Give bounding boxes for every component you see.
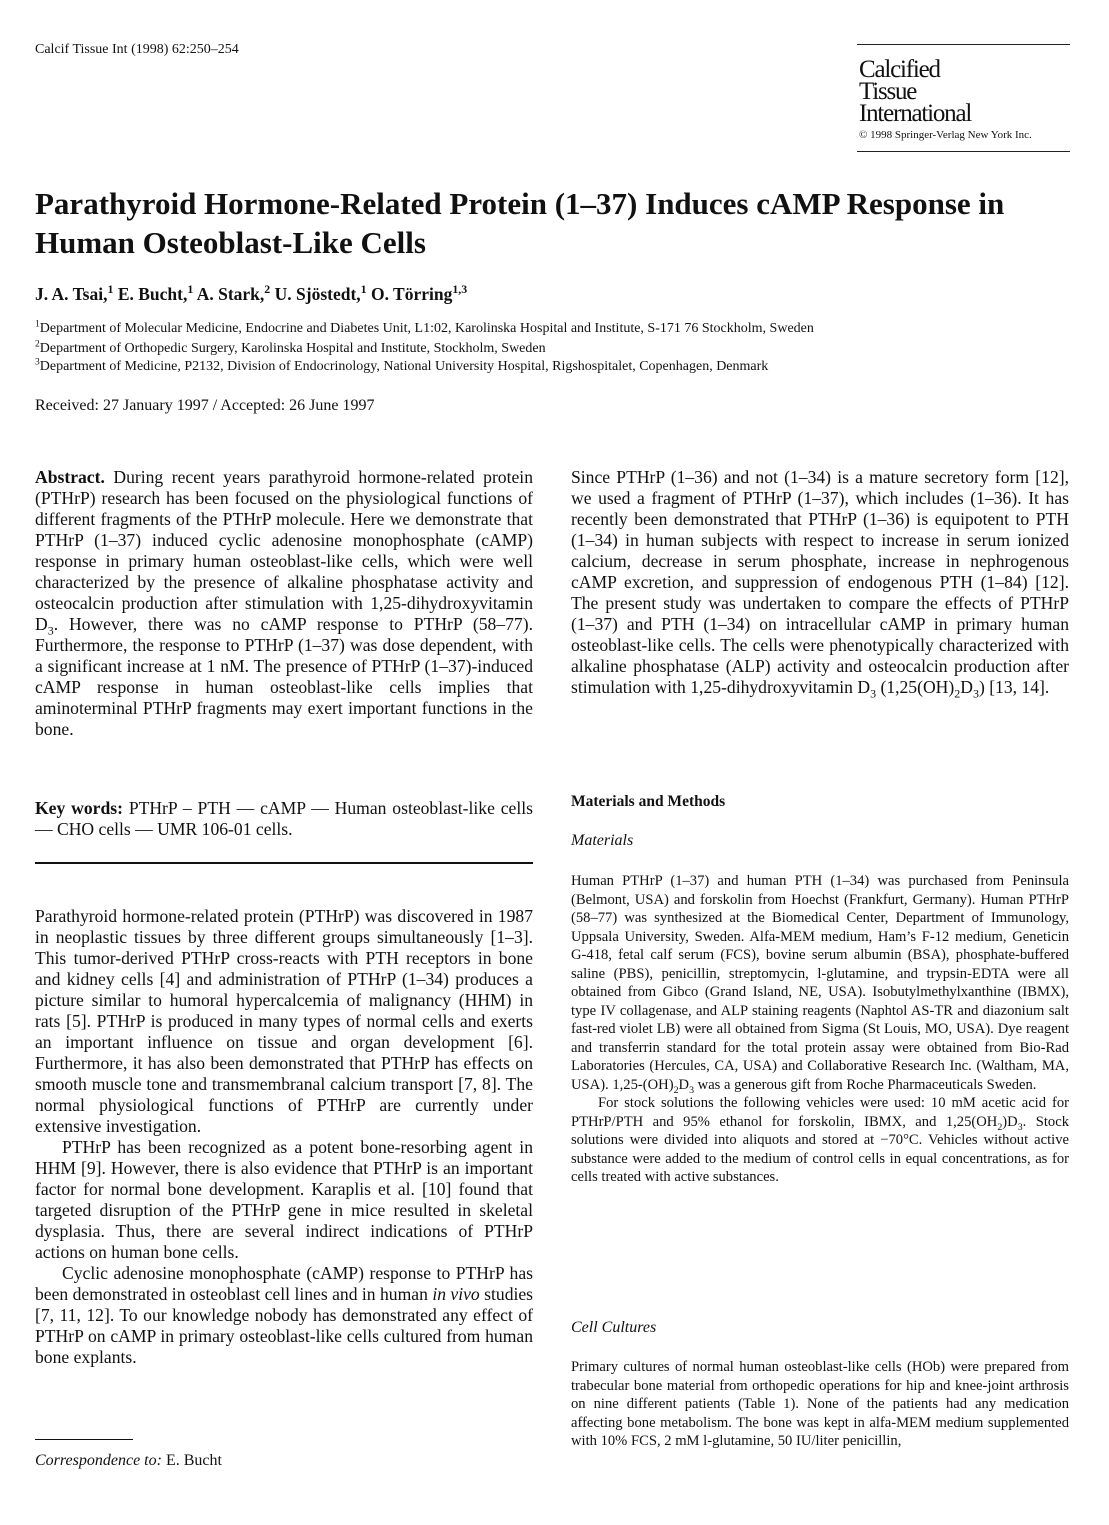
materials-paragraph: Human PTHrP (1–37) and human PTH (1–34) was purchased from Peninsula (Belmont, USA) and forskolin from Hoechst (Frankfurt, Germany). Human PTHrP (58–77) was synthesized at the Biomedical Center, Department of Immunology, Uppsala University, Sweden. Alfa-MEM medium, Ham’s F-12 medium, Geneticin G-418, fetal calf serum (FCS), bovine serum albumin (BSA), phosphate-buffered saline (PBS), penicillin, streptomycin, l-glutamine, and trypsin-EDTA were all obtained from Gibco (Grand Island, NE, USA). Isobutylmethylxanthine (IBMX), type IV collagenase, and ALP staining reagents (Naphtol AS-TR and diazonium salt fast-red violet LB) were all obtained from Sigma (St Louis, MO, USA). Dye reagent and transferrin standard for the total protein assay were obtained from Bio-Rad Laboratories (Hercules, CA, USA) and Collaborative Research Inc. (Waltham, MA, USA). $1,25-(OH)_2D_3$ was a generous gift from Roche Pharmaceuticals Sweden.	[571, 873, 1069, 1096]
abstract: Abstract. During recent years parathyroid hormone-related protein (PTHrP) research has been focused on the physiological functions of different fragments of the PTHrP molecule. Here we demonstrate that PTHrP (1–37) induced cyclic adenosine monophosphate (cAMP) response in primary human osteoblast-like cells, which were well characterized by the presence of alkaline phosphatase activity and osteocalcin production after stimulation with 1,25-dihydroxyvitamin $D_3$. However, there was no cAMP response to PTHrP (58–77). Furthermore, the response to PTHrP (1–37) was dose dependent, with a significant increase at 1 nM. The presence of PTHrP (1–37)-induced cAMP response in human osteoblast-like cells implies that aminoterminal PTHrP fragments may exert important functions in the bone.	[35, 467, 533, 739]
materials-text	[571, 872, 1069, 1187]
author-list: J. A. Tsai,$^1$ E. Bucht,$^1$ A. Stark,$^2$ U. Sjöstedt,$^1$ O. Törring$^{1,3}$	[35, 282, 468, 304]
keywords-label: Key words:	[35, 798, 123, 818]
received-accepted-dates: Received: 27 January 1997 / Accepted: 26 June 1997	[35, 397, 375, 414]
section-divider	[35, 862, 533, 864]
intro-continuation: Since PTHrP (1–36) and not (1–34) is a mature secretory form [12], we used a fragment of PTHrP (1–37), which includes (1–36). It has recently been demonstrated that PTHrP (1–36) is equipotent to PTH (1–34) in human subjects with respect to increase in serum ionized calcium, decrease in serum phosphate, increase in nephrogenous cAMP excretion, and suppression of endogenous PTH (1–84) [12]. The present study was undertaken to compare the effects of PTHrP (1–37) and PTH (1–34) on intracellular cAMP in primary human osteoblast-like cells. The cells were phenotypically characterized with alkaline phosphatase (ALP) activity and osteocalcin production after stimulation with 1,25-dihydroxyvitamin $D_3$ $(1,25(OH)_2D_3)$ [13, 14].	[571, 467, 1069, 701]
correspondence-note: Correspondence to: E. Bucht	[35, 1452, 222, 1469]
copyright-notice: © 1998 Springer-Verlag New York Inc.	[859, 129, 1032, 141]
journal-citation: Calcif Tissue Int (1998) 62:250–254	[35, 42, 239, 57]
subsection-heading-cell-cultures: Cell Cultures	[571, 1319, 657, 1336]
affiliation: $^2$Department of Orthopedic Surgery, Karolinska Hospital and Institute, Stockholm, Sweden	[35, 339, 546, 356]
author: E. Bucht,	[117, 284, 188, 304]
affiliation: $^1$Department of Molecular Medicine, Endocrine and Diabetes Unit, L1:02, Karolinska Hospital and Institute, S-171 76 Stockholm, Sweden	[35, 319, 814, 336]
cell-cultures-paragraph: Primary cultures of normal human osteoblast-like cells (HOb) were prepared from trabecular bone material from orthopedic operations for hip and knee-joint arthrosis on nine different patients (Table 1). None of the patients had any medication affecting bone metabolism. The bone was kept in alfa-MEM medium supplemented with 10% FCS, 2 mM l-glutamine, 50 IU/liter penicillin,	[571, 1359, 1069, 1449]
paper-title: Parathyroid Hormone-Related Protein (1–37) Induces cAMP Response in Human Osteoblast-Like Cells	[35, 186, 1005, 260]
intro-paragraph: PTHrP has been recognized as a potent bone-resorbing agent in HHM [9]. However, there is also evidence that PTHrP is an important factor for normal bone development. Karaplis et al. [10] found that targeted disruption of the PTHrP gene in mice resulted in skeletal dysplasia. Thus, there are several indirect indications of PTHrP actions on human bone cells.	[35, 1137, 533, 1262]
introduction	[35, 906, 533, 1368]
intro-paragraph: Parathyroid hormone-related protein (PTHrP) was discovered in 1987 in neoplastic tissues by three different groups simultaneously [1–3]. This tumor-derived PTHrP cross-reacts with PTH receptors in bone and kidney cells [4] and administration of PTHrP (1–34) produces a picture similar to humoral hypercalcemia of malignancy (HHM) in rats [5]. PTHrP is produced in many types of normal cells and exerts an important influence on tissue and organ development [6]. Furthermore, it has also been demonstrated that PTHrP has effects on smooth muscle tone and transmembranal calcium transport [7, 8]. The normal physiological functions of PTHrP are currently under extensive investigation.	[35, 906, 533, 1136]
author: O. Törring	[371, 284, 453, 304]
keywords: Key words: PTHrP – PTH — cAMP — Human osteoblast-like cells — CHO cells — UMR 106-01 cells.	[35, 798, 533, 839]
cell-cultures-text	[571, 1358, 1069, 1451]
author: J. A. Tsai,	[35, 284, 108, 304]
section-heading-methods: Materials and Methods	[571, 793, 726, 810]
materials-paragraph: For stock solutions the following vehicles were used: 10 mM acetic acid for PTHrP/PTH and 95% ethanol for forskolin, IBMX, and $1,25(OH_2)D_3$. Stock solutions were divided into aliquots and stored at −70°C. Vehicles without active substance were added to the medium of control cells in equal concentrations, as for cells treated with active substances.	[571, 1095, 1069, 1185]
footnote-rule	[35, 1439, 133, 1440]
abstract-label: Abstract.	[35, 467, 105, 487]
author: U. Sjöstedt,	[274, 284, 361, 304]
author: A. Stark,	[196, 284, 265, 304]
intro-paragraph: Cyclic adenosine monophosphate (cAMP) response to PTHrP has been demonstrated in osteoblast cell lines and in human in vivo studies [7, 11, 12]. To our knowledge nobody has demonstrated any effect of PTHrP on cAMP in primary osteoblast-like cells cultured from human bone explants.	[35, 1263, 534, 1367]
affiliation: $^3$Department of Medicine, P2132, Division of Endocrinology, National University Hospital, Rigshospitalet, Copenhagen, Denmark	[35, 357, 769, 374]
journal-logo	[857, 44, 1070, 152]
journal-logo-text: Calcified Tissue International	[859, 56, 972, 127]
subsection-heading-materials: Materials	[571, 832, 634, 849]
